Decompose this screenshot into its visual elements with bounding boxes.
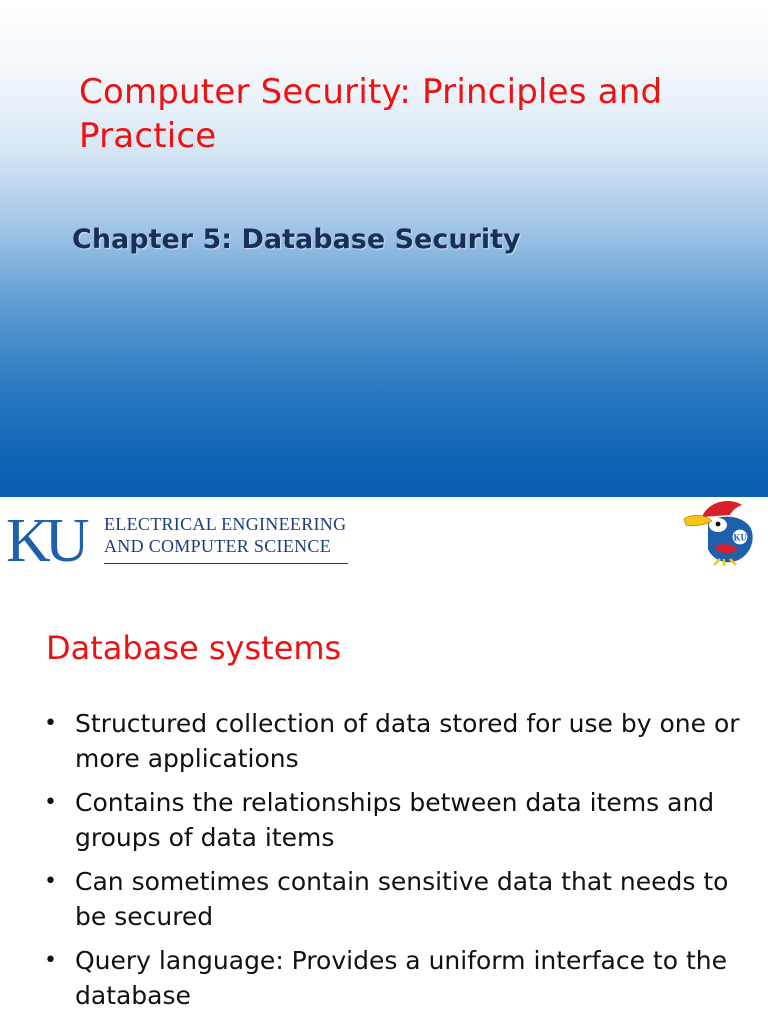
jayhawk-icon <box>680 497 766 567</box>
content-slide <box>0 578 768 1024</box>
bullet-item: • Structured collection of data stored for use by one or more applications <box>44 706 744 776</box>
department-name <box>104 513 346 557</box>
ku-logo <box>6 511 96 567</box>
department-line-1: ELECTRICAL ENGINEERING <box>104 514 347 534</box>
bullet-item: • Contains the relationships between data items and groups of data items <box>44 785 744 855</box>
bullet-item: • Can sometimes contain sensitive data that needs to be secured <box>44 864 744 934</box>
department-line-2: AND COMPUTER SCIENCE <box>104 536 332 556</box>
bullet-list <box>44 706 744 1022</box>
slide-footer <box>0 497 768 578</box>
department-underline <box>104 563 348 564</box>
ku-logo-text: KU <box>6 511 84 567</box>
slide-title: Database systems <box>46 629 342 667</box>
mascot-badge-text: KU <box>733 532 747 543</box>
chapter-subtitle: Chapter 5: Database Security <box>72 224 521 255</box>
bullet-item: • Query language: Provides a uniform interface to the database <box>44 943 744 1013</box>
deck-title: Computer Security: Principles and Practice <box>79 72 663 156</box>
